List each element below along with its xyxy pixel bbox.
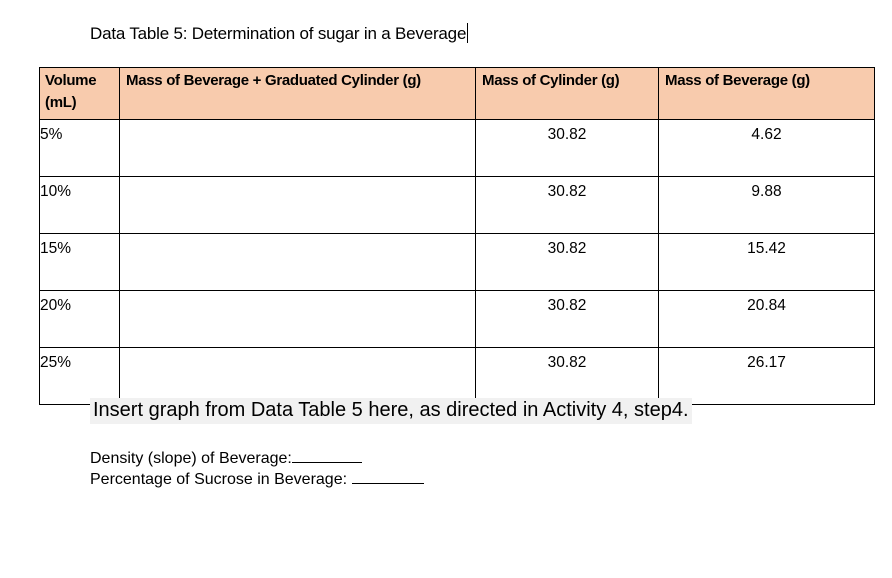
header-volume: Volume (mL) xyxy=(40,68,120,120)
cell-mass-beverage-cylinder[interactable] xyxy=(120,348,476,405)
density-blank[interactable] xyxy=(292,448,362,463)
table-row xyxy=(40,234,875,291)
cell-mass-beverage-cylinder[interactable] xyxy=(120,177,476,234)
cell-mass-cylinder: 30.82 xyxy=(476,177,659,234)
table-row xyxy=(40,177,875,234)
table-row xyxy=(40,348,875,405)
cell-mass-beverage: 9.88 xyxy=(659,177,875,234)
cell-mass-cylinder: 30.82 xyxy=(476,348,659,405)
cell-mass-beverage: 4.62 xyxy=(659,120,875,177)
text-cursor xyxy=(467,23,468,43)
cell-mass-cylinder: 30.82 xyxy=(476,234,659,291)
header-mass-beverage: Mass of Beverage (g) xyxy=(659,68,875,120)
cell-volume: 15% xyxy=(40,234,120,291)
cell-mass-beverage: 15.42 xyxy=(659,234,875,291)
cell-volume: 25% xyxy=(40,348,120,405)
cell-mass-cylinder: 30.82 xyxy=(476,120,659,177)
cell-mass-beverage-cylinder[interactable] xyxy=(120,120,476,177)
cell-mass-beverage: 26.17 xyxy=(659,348,875,405)
density-line xyxy=(90,448,362,468)
cell-volume: 10% xyxy=(40,177,120,234)
document-title: Data Table 5: Determination of sugar in a Beverage xyxy=(90,24,467,43)
cell-mass-beverage-cylinder[interactable] xyxy=(120,234,476,291)
header-mass-beverage-cylinder: Mass of Beverage + Graduated Cylinder (g) xyxy=(120,68,476,120)
cell-mass-beverage: 20.84 xyxy=(659,291,875,348)
cell-mass-cylinder: 30.82 xyxy=(476,291,659,348)
density-label: Density (slope) of Beverage: xyxy=(90,450,292,467)
table-row xyxy=(40,291,875,348)
sucrose-label: Percentage of Sucrose in Beverage: xyxy=(90,471,348,488)
sucrose-line xyxy=(90,469,424,489)
table-row xyxy=(40,120,875,177)
table-header-row xyxy=(40,68,875,120)
cell-mass-beverage-cylinder[interactable] xyxy=(120,291,476,348)
data-table-5 xyxy=(39,67,875,405)
graph-instruction: Insert graph from Data Table 5 here, as directed in Activity 4, step4. xyxy=(90,398,692,424)
cell-volume: 5% xyxy=(40,120,120,177)
cell-volume: 20% xyxy=(40,291,120,348)
sucrose-blank[interactable] xyxy=(352,469,424,484)
header-mass-cylinder: Mass of Cylinder (g) xyxy=(476,68,659,120)
